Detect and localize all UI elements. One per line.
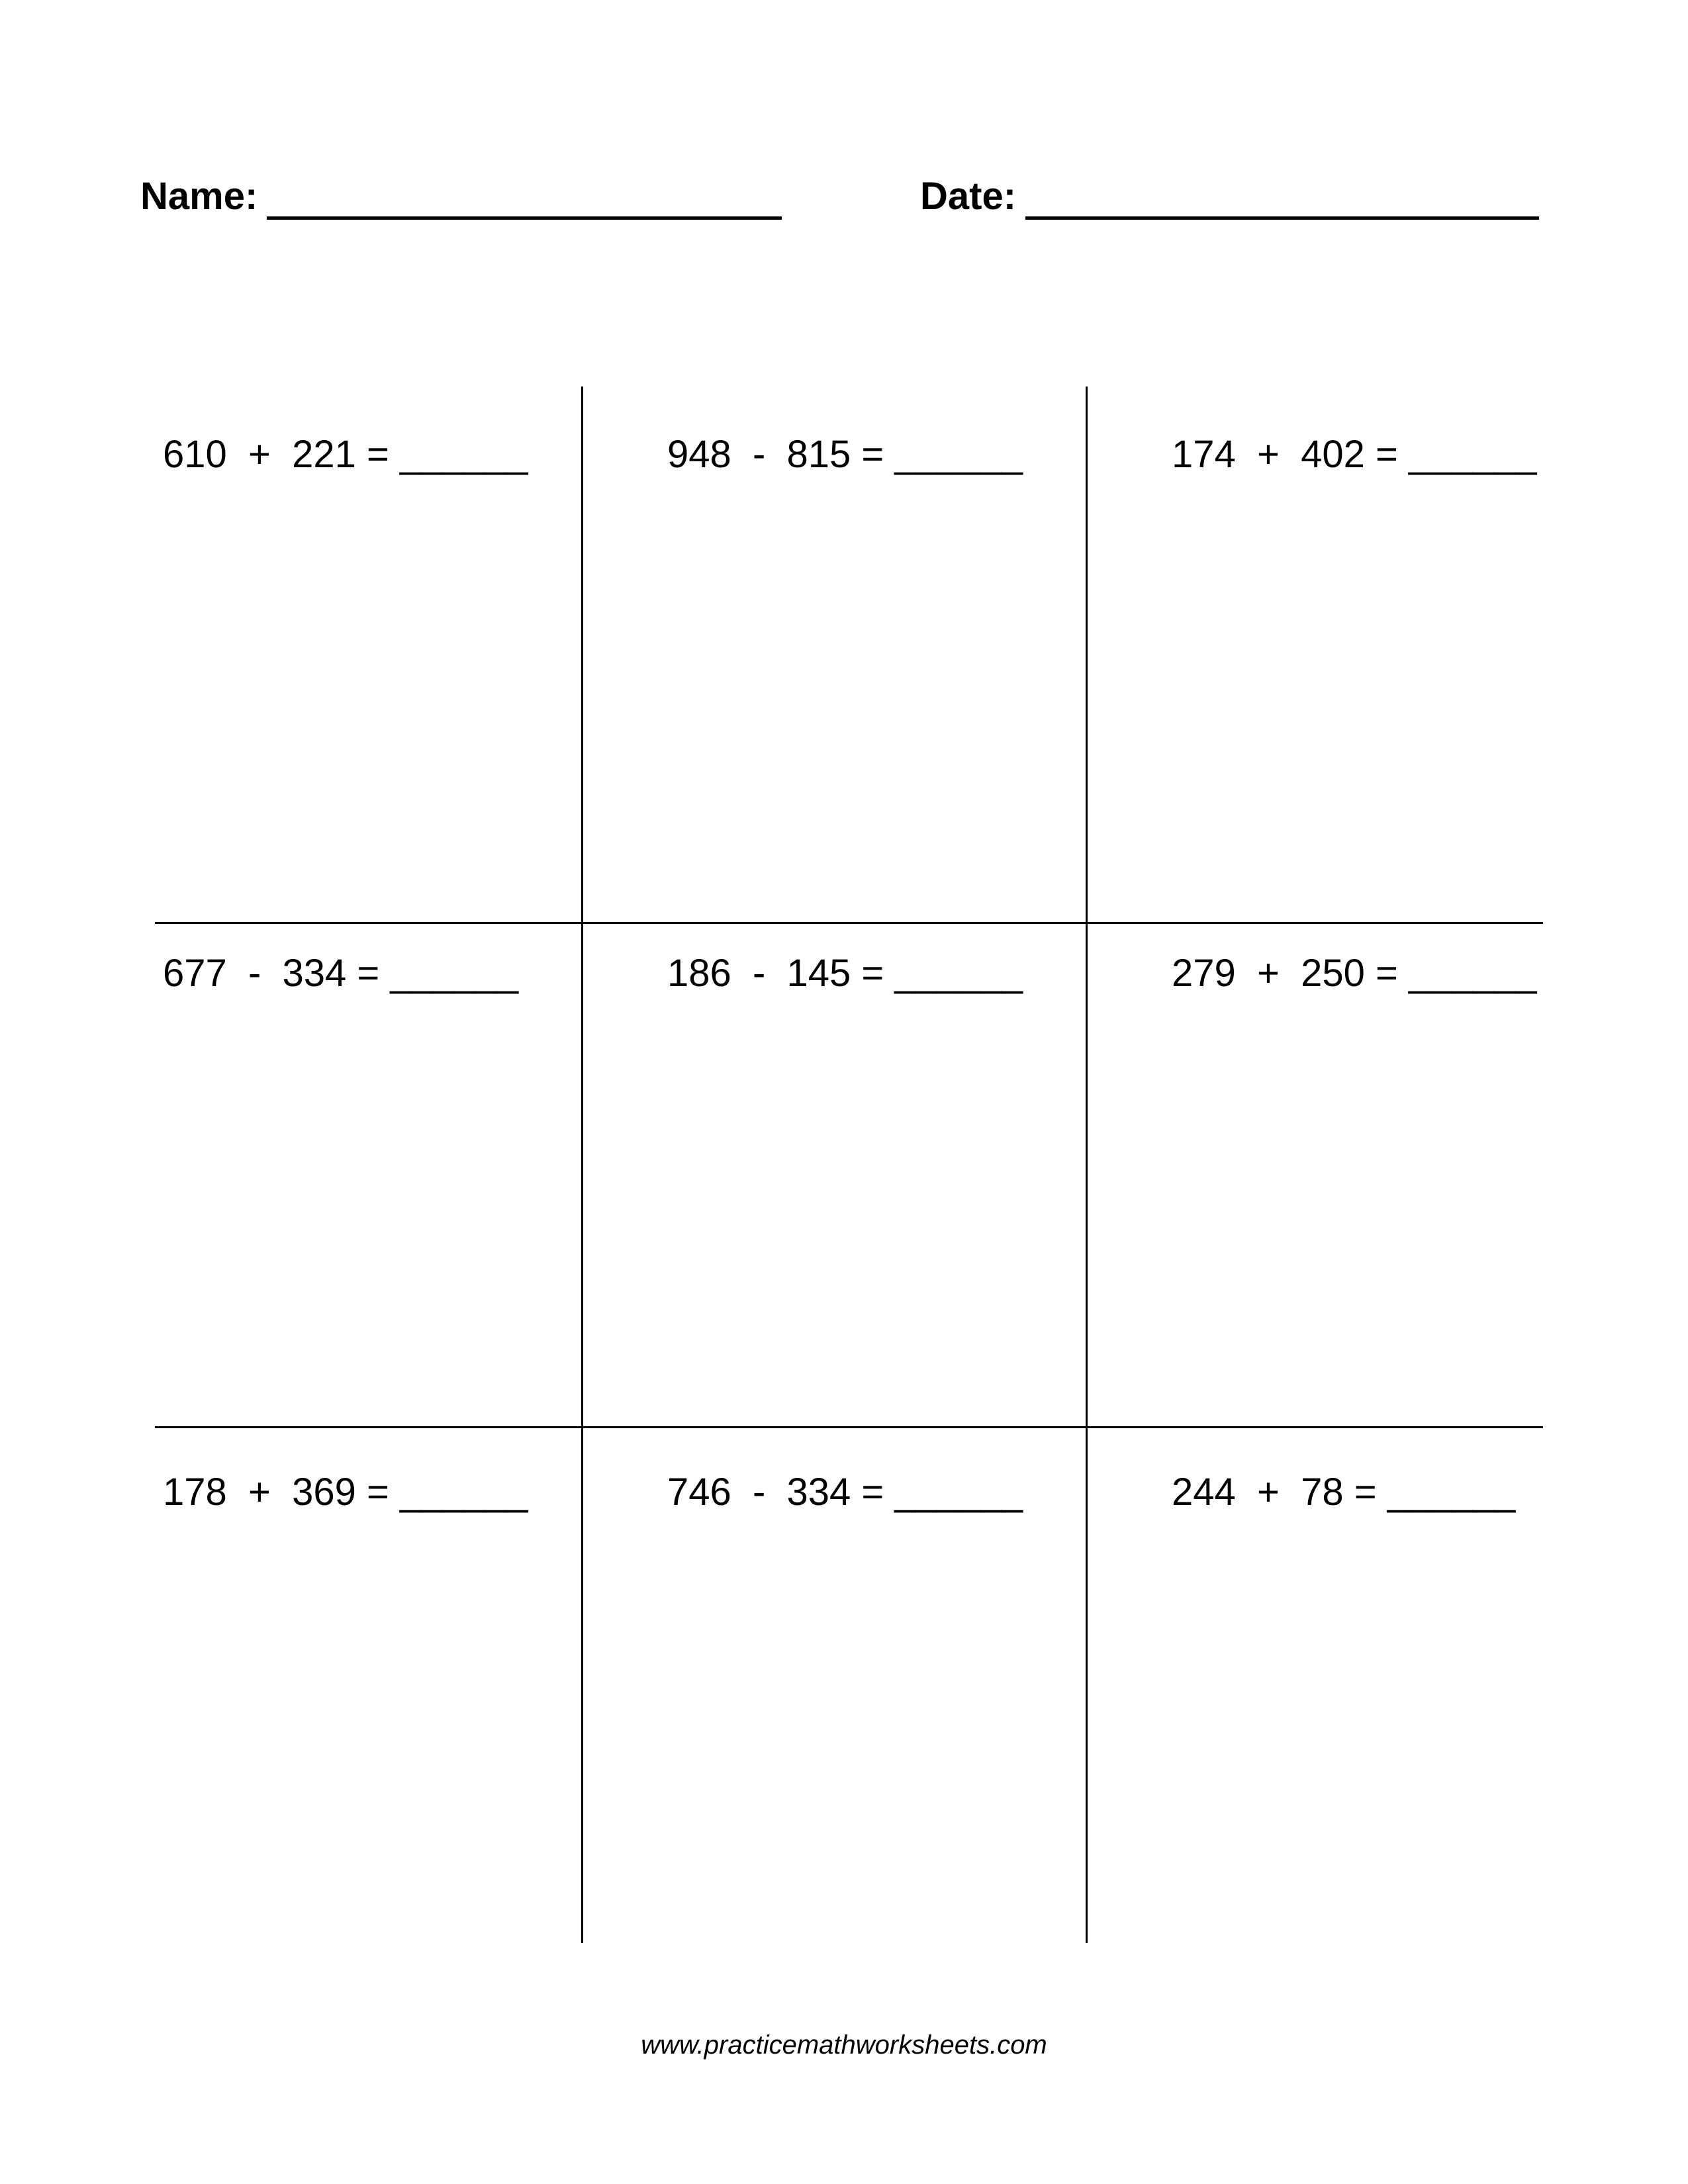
problem-5[interactable]: 186 - 145 = ______: [667, 952, 1023, 995]
row-divider-2: [155, 1426, 1543, 1428]
problem-3[interactable]: 174 + 402 = ______: [1172, 433, 1537, 476]
footer-website: www.practicemathworksheets.com: [641, 2030, 1047, 2060]
column-divider-1: [581, 387, 583, 1943]
row-divider-1: [155, 922, 1543, 924]
problem-4[interactable]: 677 - 334 = ______: [163, 952, 518, 995]
name-label: Name:: [140, 175, 258, 218]
name-field[interactable]: [140, 169, 782, 216]
problem-7[interactable]: 178 + 369 = ______: [163, 1471, 528, 1514]
problem-6[interactable]: 279 + 250 = ______: [1172, 952, 1537, 995]
date-blank[interactable]: [1025, 216, 1539, 220]
problem-9[interactable]: 244 + 78 = ______: [1172, 1471, 1516, 1514]
problem-8[interactable]: 746 - 334 = ______: [667, 1471, 1023, 1514]
name-blank[interactable]: [267, 216, 782, 220]
problem-1[interactable]: 610 + 221 = ______: [163, 433, 528, 476]
column-divider-2: [1086, 387, 1088, 1943]
problem-2[interactable]: 948 - 815 = ______: [667, 433, 1023, 476]
date-field[interactable]: [920, 169, 1539, 216]
date-label: Date:: [920, 175, 1017, 218]
